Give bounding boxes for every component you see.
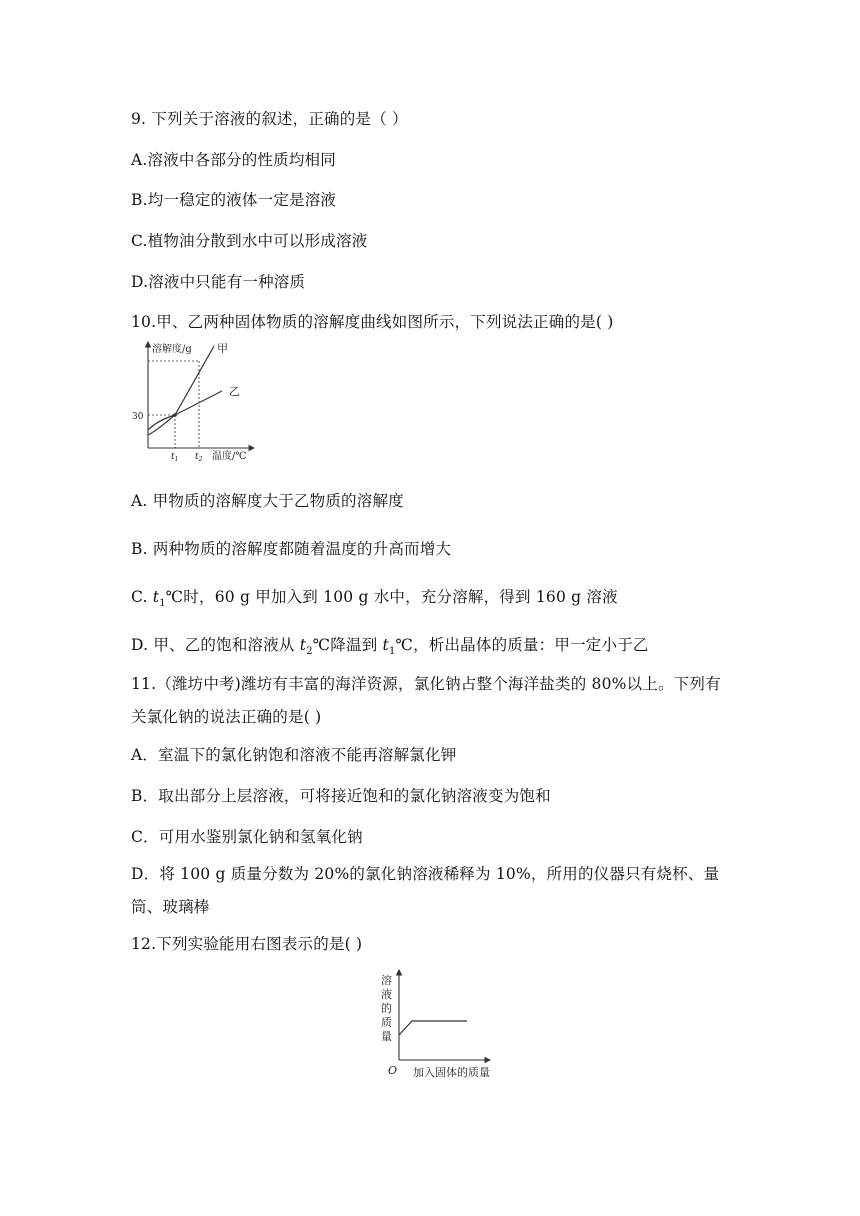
- mass-line: [399, 1021, 467, 1035]
- question-11-option-a: A．室温下的氯化钠饱和溶液不能再溶解氯化钾: [131, 746, 457, 764]
- series-jia-curve: [148, 346, 214, 435]
- origin-label: O: [388, 1064, 398, 1077]
- question-9-stem: 9. 下列关于溶液的叙述，正确的是（ ）: [131, 110, 408, 128]
- intersection-point: [173, 413, 177, 417]
- y-axis-label: 溶解度/g: [152, 344, 192, 355]
- question-11-option-d: D．将 100 g 质量分数为 20%的氯化钠溶液稀释为 10%，所用的仪器只有烧杯、量筒、玻璃棒: [131, 865, 720, 916]
- question-10-option-a: A. 甲物质的溶解度大于乙物质的溶解度: [131, 492, 404, 510]
- question-12-stem: 12.下列实验能用右图表示的是( ): [131, 935, 363, 953]
- question-11-option-c: C．可用水鉴别氯化钠和氢氧化钠: [131, 828, 363, 846]
- y-label-char-5: 量: [381, 1030, 392, 1043]
- question-9-option-b: B.均一稳定的液体一定是溶液: [131, 191, 337, 209]
- question-10-option-d: D. 甲、乙的饱和溶液从 $t_2℃$降温到 $t_1℃$，析出晶体的质量：甲一定小于乙: [131, 636, 649, 658]
- series-jia-label: 甲: [217, 342, 228, 355]
- x-axis-label: 温度/℃: [212, 451, 247, 462]
- solubility-curve-chart: [134, 338, 264, 465]
- question-11-option-b: B．取出部分上层溶液，可将接近饱和的氯化钠溶液变为饱和: [131, 787, 551, 805]
- y-label-char-2: 液: [381, 988, 392, 1001]
- question-9-option-d: D.溶液中只能有一种溶质: [131, 273, 306, 291]
- solution-mass-chart: [376, 966, 516, 1084]
- x-axis-label: 加入固体的质量: [413, 1066, 490, 1079]
- x-tick-t2: $t_2$: [195, 452, 203, 463]
- y-label-char-1: 溶: [381, 974, 392, 987]
- y-tick-30: 30: [132, 412, 144, 422]
- question-10-option-c: C. $t_1℃$时，60 g 甲加入到 100 g 水中，充分溶解，得到 160 g 溶液: [131, 588, 618, 610]
- question-9-option-c: C.植物油分散到水中可以形成溶液: [131, 232, 368, 250]
- question-9-option-a: A.溶液中各部分的性质均相同: [131, 151, 336, 169]
- question-11-stem: 11.（潍坊中考)潍坊有丰富的海洋资源，氯化钠占整个海洋盐类的 80%以上。下列有关氯化钠的说法正确的是( ): [131, 675, 721, 726]
- series-yi-label: 乙: [229, 385, 240, 398]
- question-10-option-b: B. 两种物质的溶解度都随着温度的升高而增大: [131, 540, 452, 558]
- y-label-char-3: 的: [381, 1002, 392, 1015]
- question-10-stem: 10.甲、乙两种固体物质的溶解度曲线如图所示，下列说法正确的是( ): [131, 313, 614, 331]
- y-label-char-4: 质: [381, 1016, 392, 1029]
- x-tick-t1: $t_1$: [171, 452, 179, 463]
